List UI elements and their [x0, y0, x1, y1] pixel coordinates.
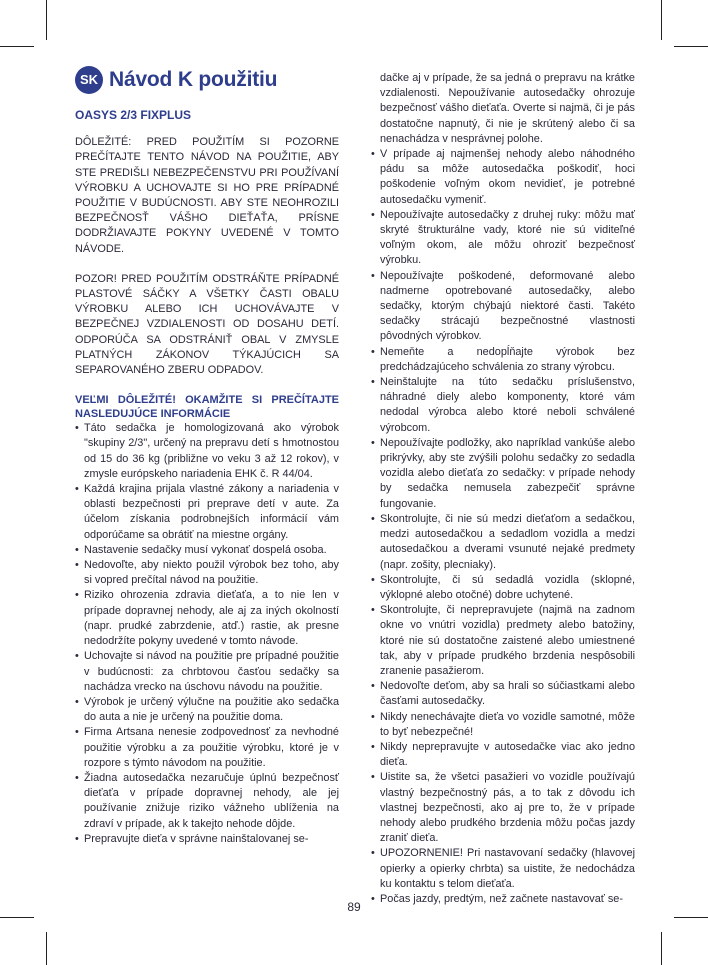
list-item: • Uistite sa, že všetci pasažieri vo vozidle používajú vlastný bezpečnostný pás, a to tak z dôvodu ich vlastnej bezpečnosti, ako aj pre to, že v prípade nehody alebo prudkého brzdenia môžu počas jazdy zraniť dieťa.	[371, 770, 635, 846]
continued-text: dačke aj v prípade, že sa jedná o prepravu na krátke vzdialenosti. Nepoužívanie autosedačky ohrozuje bezpečnosť vášho dieťaťa. Overte si najmä, či je pás dostatočne napnutý, či nie je skrútený alebo či sa nenachádza v nesprávnej polohe.	[380, 72, 636, 145]
list-item: • Nedovoľte, aby niekto použil výrobok bez toho, aby si vopred prečítal návod na použitie.	[75, 558, 339, 588]
list-item: • Neinštalujte na túto sedačku príslušenstvo, náhradné diely alebo komponenty, ktoré vám nedodal výrobca alebo ktoré neboli schválené výrobcom.	[371, 375, 635, 436]
left-bullet-list	[75, 421, 339, 847]
list-item: • Skontrolujte, či nie sú medzi dieťaťom a sedačkou, medzi autosedačkou a sedadlom vozidla a medzi autosedačkou a dverami vsunuté nejaké predmety (napr. zošity, plecniaky).	[371, 512, 635, 573]
list-item: • Skontrolujte, či neprepravujete (najmä na zadnom okne vo vnútri vozidla) predmety alebo batožiny, ktoré nie sú dostatočne zaistené alebo umiestnené tak, aby v prípade prudkého brzdenia nespôsobili zranenie pasažierom.	[371, 603, 635, 679]
list-item: • Nepoužívajte autosedačky z druhej ruky: môžu mať skryté štrukturálne vady, ktoré nie sú viditeľné voľným okom, ale môžu ohroziť bezpečnosť výrobku.	[371, 208, 635, 269]
list-item: • Nedovoľte deťom, aby sa hrali so súčiastkami alebo časťami autosedačky.	[371, 679, 635, 709]
crop-mark	[661, 0, 662, 40]
list-item: • Nikdy neprepravujte v autosedačke viac ako jedno dieťa.	[371, 740, 635, 770]
list-item: • Nikdy nenechávajte dieťa vo vozidle samotné, môže to byť nebezpečné!	[371, 710, 635, 740]
list-item: • Nepoužívajte podložky, ako napríklad vankúše alebo prikrývky, aby ste zvýšili polohu sedačky zo sedadla vozidla alebo dieťaťa zo sedačky: v prípade nehody by sedačka nemusela zabezpečiť správne fungovanie.	[371, 436, 635, 512]
crop-mark	[674, 917, 708, 918]
list-item: • Každá krajina prijala vlastné zákony a nariadenia v oblasti bezpečnosti pri preprave detí v aute. Za účelom získania podrobnejších informácií vám odporúčame sa obrátiť na miestne orgány.	[75, 482, 339, 543]
list-item: • Nemeňte a nedopĺňajte výrobok bez predchádzajúceho schválenia zo strany výrobcu.	[371, 345, 635, 375]
language-badge: SK	[75, 66, 103, 94]
list-item: • Nastavenie sedačky musí vykonať dospelá osoba.	[75, 543, 339, 558]
right-bullet-list	[371, 147, 635, 907]
list-item: • Skontrolujte, či sú sedadlá vozidla (sklopné, výklopné alebo otočné) dobre uchytené.	[371, 573, 635, 603]
list-item: • Žiadna autosedačka nezaručuje úplnú bezpečnosť dieťaťa v prípade dopravnej nehody, ale jej používanie znižuje riziko vážneho ublíženia na zdraví v prípade, ak k takejto nehode dôjde.	[75, 771, 339, 832]
list-item: • Počas jazdy, predtým, než začnete nastavovať se-	[371, 892, 635, 907]
crop-mark	[0, 917, 34, 918]
list-item: • Riziko ohrozenia zdravia dieťaťa, a to nie len v prípade dopravnej nehody, ale aj za iných okolností (napr. prudké zabrzdenie, atď.) rastie, ak presne nedodržíte pokyny uvedené v tomto návode.	[75, 588, 339, 649]
intro-paragraph: DÔLEŽITÉ: PRED POUŽITÍM SI POZORNE PREČÍTAJTE TENTO NÁVOD NA POUŽITIE, ABY STE PREDIŠLI NEBEZPEČENSTVU PRI POUŽÍVANÍ VÝROBKU A UCHOVAJTE SI HO PRE PRÍPADNÉ POUŽITIE V BUDÚCNOSTI. ABY STE NEOHROZILI BEZPEČNOSŤ VÁŠHO DIEŤAŤA, PRÍSNE DODRŽIAVAJTE POKYNY UVEDENÉ V TOMTO NÁVODE.	[75, 136, 339, 255]
list-item: • UPOZORNENIE! Pri nastavovaní sedačky (hlavovej opierky a opierky chrbta) sa uistite, že nedochádza ku kontaktu s telom dieťaťa.	[371, 846, 635, 892]
list-item: • Uchovajte si návod na použitie pre prípadné použitie v budúcnosti: za chrbtovou časťou sedačky sa nachádza vrecko na úschovu návodu na použitie.	[75, 649, 339, 695]
intro-paragraph: POZOR! PRED POUŽITÍM ODSTRÁŇTE PRÍPADNÉ PLASTOVÉ SÁČKY A VŠETKY ČASTI OBALU VÝROBKU ALEBO ICH UCHOVÁVAJTE V BEZPEČNEJ VZDIALENOSTI OD DOSAHU DETÍ. ODPORÚČA SA ODSTRÁNIŤ OBAL V ZMYSLE PLATNÝCH ZÁKONOV TÝKAJÚCICH SA SEPAROVANÉHO ZBERU ODPADOV.	[75, 272, 339, 377]
list-item: • Firma Artsana nenesie zodpovednosť za nevhodné použitie výrobku a za použitie výrobku, ktoré je v rozpore s týmto návodom na použitie.	[75, 725, 339, 771]
crop-mark	[674, 46, 708, 47]
crop-mark	[46, 0, 47, 40]
list-item: • V prípade aj najmenšej nehody alebo náhodného pádu sa môže autosedačka poškodiť, hoci poškodenie voľným okom nevidieť, je potrebné autosedačku vymeniť.	[371, 147, 635, 208]
left-column	[75, 66, 339, 847]
page-title: Návod K použitiu	[109, 68, 278, 92]
page-number: 89	[347, 900, 361, 914]
title-row	[75, 66, 339, 94]
crop-mark	[661, 932, 662, 965]
warning-heading: VEĽMI DÔLEŽITÉ! OKAMŽITE SI PREČÍTAJTE NASLEDUJÚCE INFORMÁCIE	[75, 394, 339, 421]
list-item: • Výrobok je určený výlučne na použitie ako sedačka do auta a nie je určený na použitie doma.	[75, 695, 339, 725]
right-column	[371, 71, 635, 907]
crop-mark	[46, 932, 47, 965]
crop-mark	[0, 46, 34, 47]
list-item: • Táto sedačka je homologizovaná ako výrobok "skupiny 2/3", určený na prepravu detí s hmotnostou od 15 do 36 kg (približne vo veku 3 až 12 rokov), v zmysle európskeho nariadenia EHK č. R 44/04.	[75, 421, 339, 482]
model-name: OASYS 2/3 FIXPLUS	[75, 108, 192, 122]
list-item: • Nepoužívajte poškodené, deformované alebo nadmerne opotrebované autosedačky, alebo sedačky, ktorým chýbajú niektoré časti. Takéto sedačky strácajú bezpečnostné vlastnosti pôvodných výrobkov.	[371, 269, 635, 345]
list-item: • Prepravujte dieťa v správne nainštalovanej se-	[75, 832, 339, 847]
